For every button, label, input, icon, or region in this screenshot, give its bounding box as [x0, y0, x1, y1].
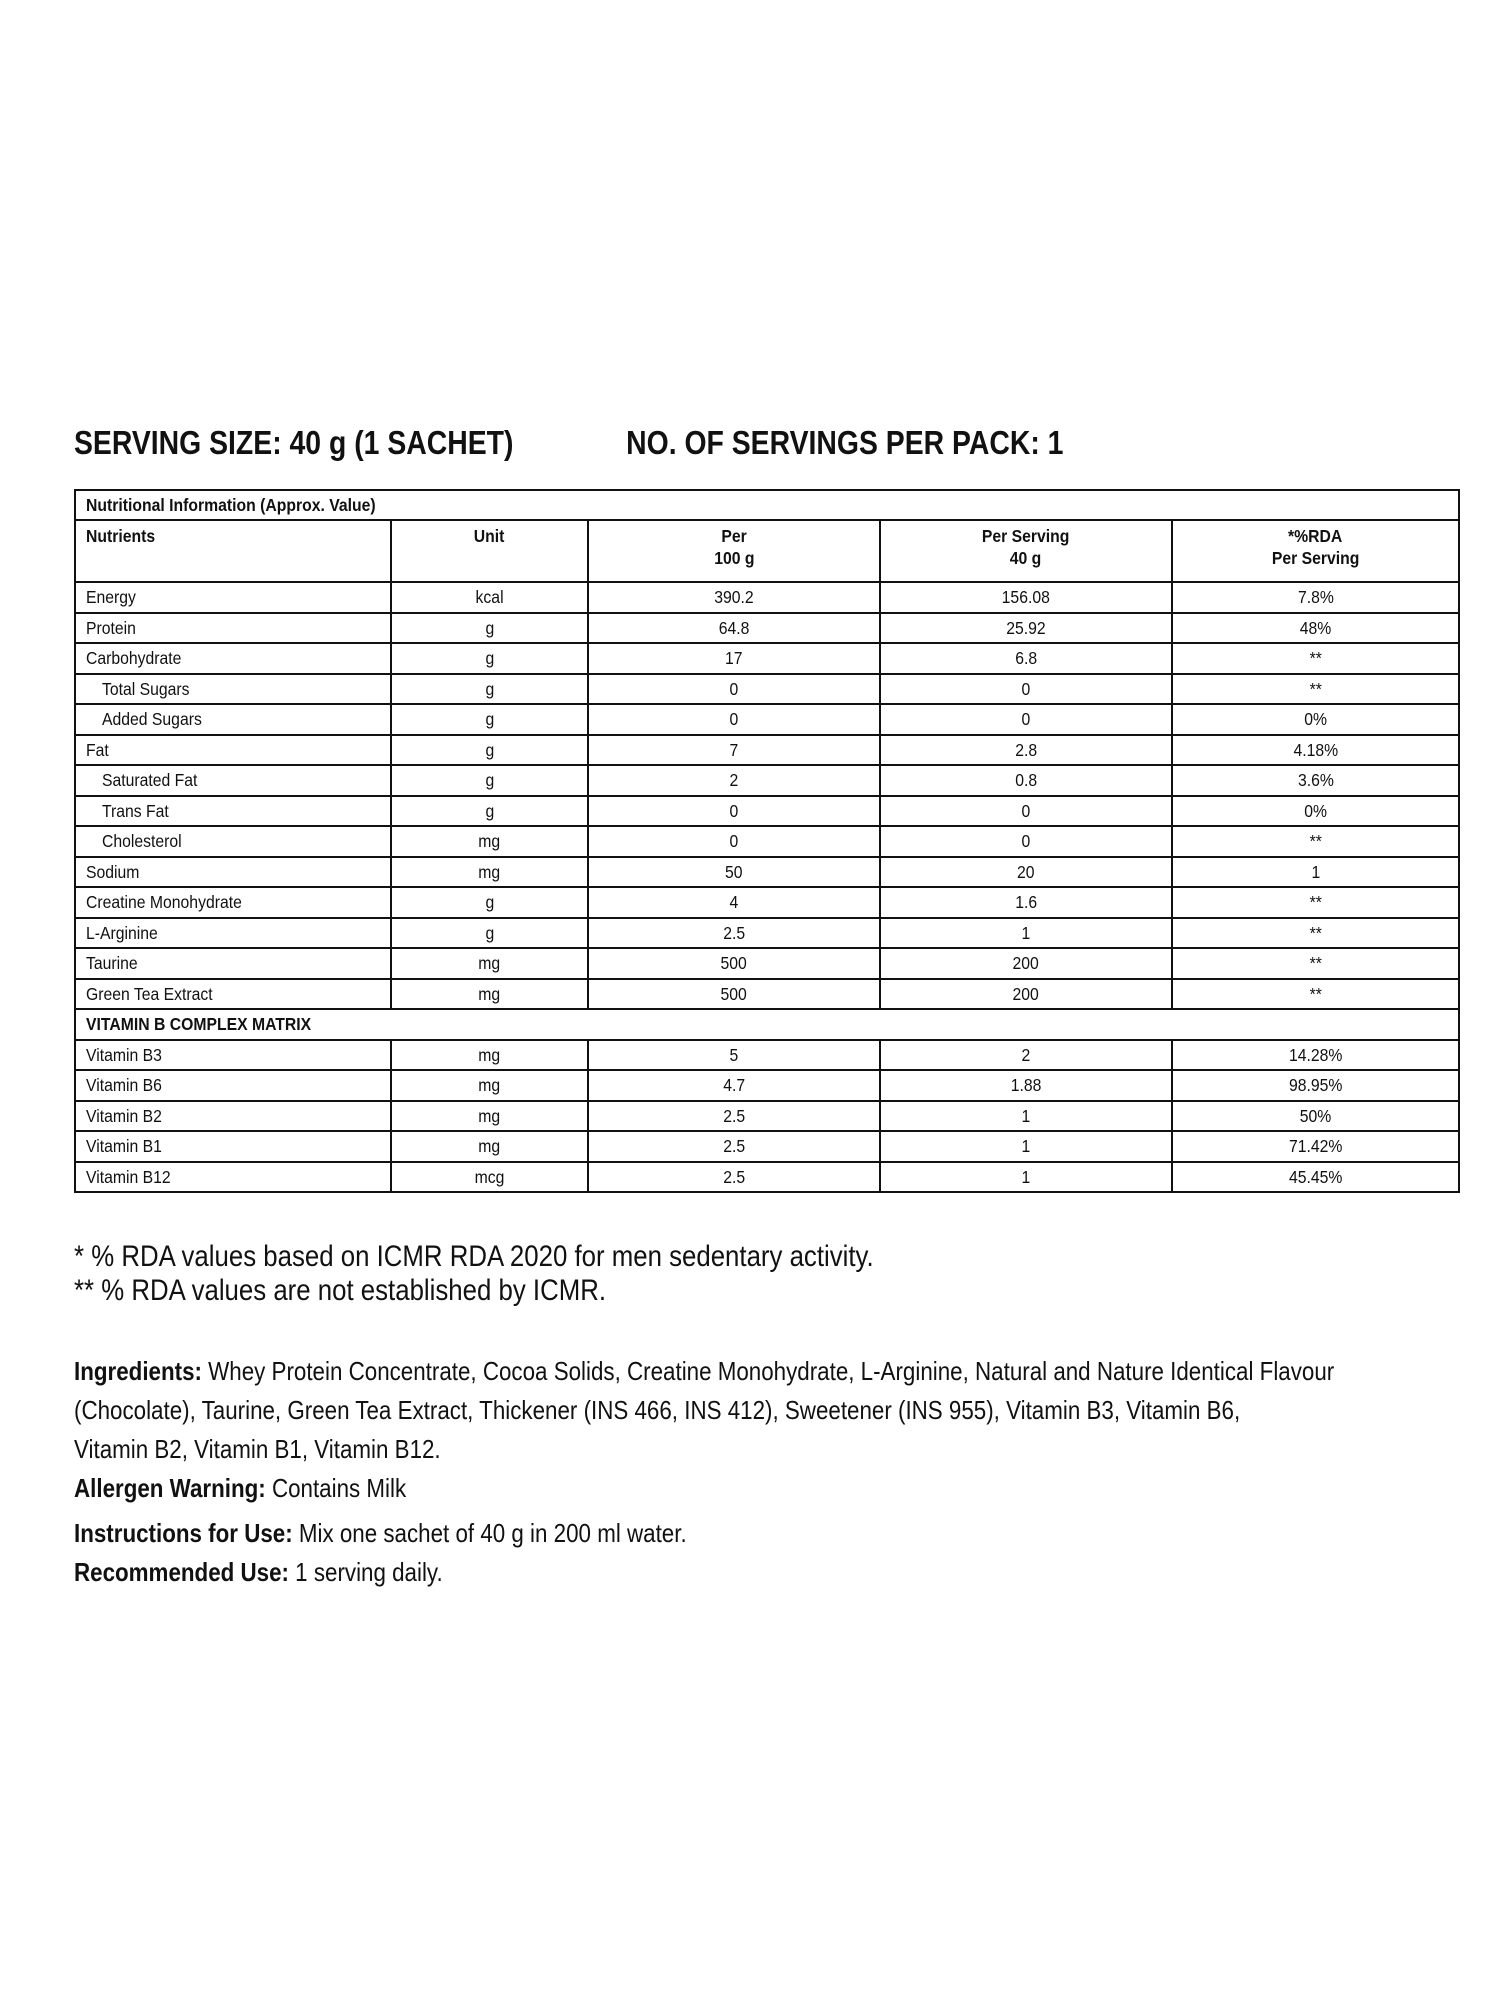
value-per-100g: 2.5 — [588, 1101, 880, 1132]
nutrient-name: Added Sugars — [75, 704, 391, 735]
nutrient-unit: mg — [391, 1101, 588, 1132]
value-per-serving: 0 — [880, 796, 1172, 827]
value-rda: 0% — [1172, 796, 1459, 827]
nutrient-row — [75, 948, 1459, 979]
serving-size-title: SERVING SIZE: 40 g (1 SACHET) — [74, 424, 514, 461]
ingredients-paragraph — [74, 1352, 1450, 1469]
nutrient-row — [75, 796, 1459, 827]
value-per-serving: 0 — [880, 826, 1172, 857]
servings-per-pack-title: NO. OF SERVINGS PER PACK: 1 — [626, 424, 1064, 461]
ingredients-line-1: Whey Protein Concentrate, Cocoa Solids, Creatine Monohydrate, L-Arginine, Natural and Nature Identical Flavour — [201, 1356, 1335, 1386]
nutrient-row — [75, 613, 1459, 644]
value-rda: ** — [1172, 948, 1459, 979]
value-rda: 1 — [1172, 857, 1459, 888]
nutrient-unit: mg — [391, 1131, 588, 1162]
vitamin-row — [75, 1101, 1459, 1132]
vitamin-row — [75, 1040, 1459, 1071]
nutrient-name: Sodium — [75, 857, 391, 888]
value-per-serving: 1.6 — [880, 887, 1172, 918]
nutrient-unit: g — [391, 887, 588, 918]
value-per-100g: 0 — [588, 704, 880, 735]
recommended-label: Recommended Use: — [74, 1557, 289, 1587]
nutrient-name: Cholesterol — [75, 826, 391, 857]
value-per-100g: 2.5 — [588, 1131, 880, 1162]
value-per-serving: 25.92 — [880, 613, 1172, 644]
nutrient-row — [75, 704, 1459, 735]
nutrient-name: Carbohydrate — [75, 643, 391, 674]
allergen-label: Allergen Warning: — [74, 1473, 266, 1503]
value-per-serving: 6.8 — [880, 643, 1172, 674]
nutrient-unit: mg — [391, 1040, 588, 1071]
value-rda: 7.8% — [1172, 582, 1459, 613]
value-per-serving: 2 — [880, 1040, 1172, 1071]
allergen-text: Contains Milk — [265, 1473, 407, 1503]
nutrient-unit: mg — [391, 979, 588, 1010]
value-per-100g: 4 — [588, 887, 880, 918]
value-per-100g: 500 — [588, 948, 880, 979]
nutrient-unit: mg — [391, 948, 588, 979]
nutrient-name: Vitamin B2 — [75, 1101, 391, 1132]
value-per-serving: 1.88 — [880, 1070, 1172, 1101]
nutrient-name: Taurine — [75, 948, 391, 979]
header-rda: *%RDA Per Serving — [1172, 520, 1459, 582]
value-per-serving: 20 — [880, 857, 1172, 888]
value-per-100g: 0 — [588, 674, 880, 705]
header-per-serving: Per Serving 40 g — [880, 520, 1172, 582]
nutrient-name: Trans Fat — [75, 796, 391, 827]
value-per-serving: 0 — [880, 704, 1172, 735]
vitamin-row — [75, 1162, 1459, 1193]
instructions-text: Mix one sachet of 40 g in 200 ml water. — [292, 1518, 687, 1548]
nutrient-name: Vitamin B6 — [75, 1070, 391, 1101]
value-per-serving: 1 — [880, 918, 1172, 949]
nutrient-unit: mg — [391, 857, 588, 888]
nutrient-unit: g — [391, 735, 588, 766]
value-rda: 4.18% — [1172, 735, 1459, 766]
nutrient-unit: mg — [391, 826, 588, 857]
nutrient-name: Creatine Monohydrate — [75, 887, 391, 918]
recommended-text: 1 serving daily. — [288, 1557, 443, 1587]
nutrient-row — [75, 857, 1459, 888]
value-per-serving: 1 — [880, 1101, 1172, 1132]
value-per-100g: 2.5 — [588, 1162, 880, 1193]
section-title-vitamin-b: VITAMIN B COMPLEX MATRIX — [75, 1009, 1459, 1040]
footnote-double-asterisk: ** % RDA values are not established by ICMR. — [74, 1274, 607, 1307]
nutrient-unit: g — [391, 918, 588, 949]
nutrient-name: Green Tea Extract — [75, 979, 391, 1010]
header-unit: Unit — [391, 520, 588, 582]
nutrient-name: Vitamin B12 — [75, 1162, 391, 1193]
instructions-for-use — [74, 1514, 1450, 1553]
header-nutrients: Nutrients — [75, 520, 391, 582]
value-per-100g: 0 — [588, 796, 880, 827]
table-caption: Nutritional Information (Approx. Value) — [75, 490, 1459, 520]
value-rda: 71.42% — [1172, 1131, 1459, 1162]
value-per-100g: 500 — [588, 979, 880, 1010]
value-per-serving: 200 — [880, 948, 1172, 979]
value-rda: ** — [1172, 643, 1459, 674]
ingredients-line-3: Vitamin B2, Vitamin B1, Vitamin B12. — [74, 1434, 441, 1464]
value-per-serving: 2.8 — [880, 735, 1172, 766]
value-rda: 0% — [1172, 704, 1459, 735]
nutrient-name: Protein — [75, 613, 391, 644]
nutrient-row — [75, 887, 1459, 918]
nutrition-table — [74, 489, 1460, 1193]
value-per-100g: 0 — [588, 826, 880, 857]
nutrient-row — [75, 765, 1459, 796]
instructions-label: Instructions for Use: — [74, 1518, 293, 1548]
value-per-100g: 390.2 — [588, 582, 880, 613]
nutrient-row — [75, 735, 1459, 766]
table-header-row — [75, 520, 1459, 582]
value-per-serving: 0 — [880, 674, 1172, 705]
nutrient-row — [75, 582, 1459, 613]
nutrient-name: Fat — [75, 735, 391, 766]
nutrient-row — [75, 674, 1459, 705]
value-rda: ** — [1172, 674, 1459, 705]
nutrient-name: L-Arginine — [75, 918, 391, 949]
recommended-use — [74, 1553, 1450, 1592]
value-per-serving: 1 — [880, 1162, 1172, 1193]
section-row — [75, 1009, 1459, 1040]
product-info — [74, 1352, 1454, 1592]
footnote-single-asterisk: * % RDA values based on ICMR RDA 2020 for men sedentary activity. — [74, 1240, 874, 1273]
value-per-serving: 200 — [880, 979, 1172, 1010]
nutrient-row — [75, 918, 1459, 949]
nutrient-name: Vitamin B3 — [75, 1040, 391, 1071]
table-caption-row — [75, 490, 1459, 520]
value-rda: 48% — [1172, 613, 1459, 644]
value-rda: ** — [1172, 826, 1459, 857]
vitamin-row — [75, 1131, 1459, 1162]
allergen-warning — [74, 1469, 1450, 1508]
nutrient-unit: g — [391, 704, 588, 735]
header-per-100g: Per 100 g — [588, 520, 880, 582]
nutrient-unit: g — [391, 765, 588, 796]
nutrient-unit: g — [391, 643, 588, 674]
nutrient-row — [75, 979, 1459, 1010]
value-per-serving: 156.08 — [880, 582, 1172, 613]
value-per-100g: 7 — [588, 735, 880, 766]
nutrient-unit: mcg — [391, 1162, 588, 1193]
value-rda: 45.45% — [1172, 1162, 1459, 1193]
vitamin-row — [75, 1070, 1459, 1101]
nutrient-name: Total Sugars — [75, 674, 391, 705]
footnotes — [74, 1240, 1274, 1308]
nutrient-name: Saturated Fat — [75, 765, 391, 796]
nutrient-unit: g — [391, 796, 588, 827]
value-per-100g: 4.7 — [588, 1070, 880, 1101]
nutrient-name: Vitamin B1 — [75, 1131, 391, 1162]
value-per-100g: 2.5 — [588, 918, 880, 949]
value-rda: 14.28% — [1172, 1040, 1459, 1071]
value-per-100g: 2 — [588, 765, 880, 796]
value-per-serving: 0.8 — [880, 765, 1172, 796]
serving-header — [74, 424, 1269, 468]
ingredients-line-2: (Chocolate), Taurine, Green Tea Extract, Thickener (INS 466, INS 412), Sweetener (INS 955), Vitamin B3, Vitamin B6, — [74, 1395, 1241, 1425]
value-per-100g: 5 — [588, 1040, 880, 1071]
value-per-100g: 50 — [588, 857, 880, 888]
nutrient-unit: g — [391, 674, 588, 705]
nutrient-unit: mg — [391, 1070, 588, 1101]
nutrient-row — [75, 826, 1459, 857]
value-rda: ** — [1172, 918, 1459, 949]
nutrient-row — [75, 643, 1459, 674]
value-rda: ** — [1172, 887, 1459, 918]
value-per-100g: 17 — [588, 643, 880, 674]
value-per-100g: 64.8 — [588, 613, 880, 644]
nutrient-unit: kcal — [391, 582, 588, 613]
value-rda: ** — [1172, 979, 1459, 1010]
value-rda: 3.6% — [1172, 765, 1459, 796]
value-rda: 98.95% — [1172, 1070, 1459, 1101]
nutrient-unit: g — [391, 613, 588, 644]
value-per-serving: 1 — [880, 1131, 1172, 1162]
ingredients-label: Ingredients: — [74, 1356, 202, 1386]
nutrition-table-body — [75, 490, 1459, 1192]
value-rda: 50% — [1172, 1101, 1459, 1132]
nutrient-name: Energy — [75, 582, 391, 613]
